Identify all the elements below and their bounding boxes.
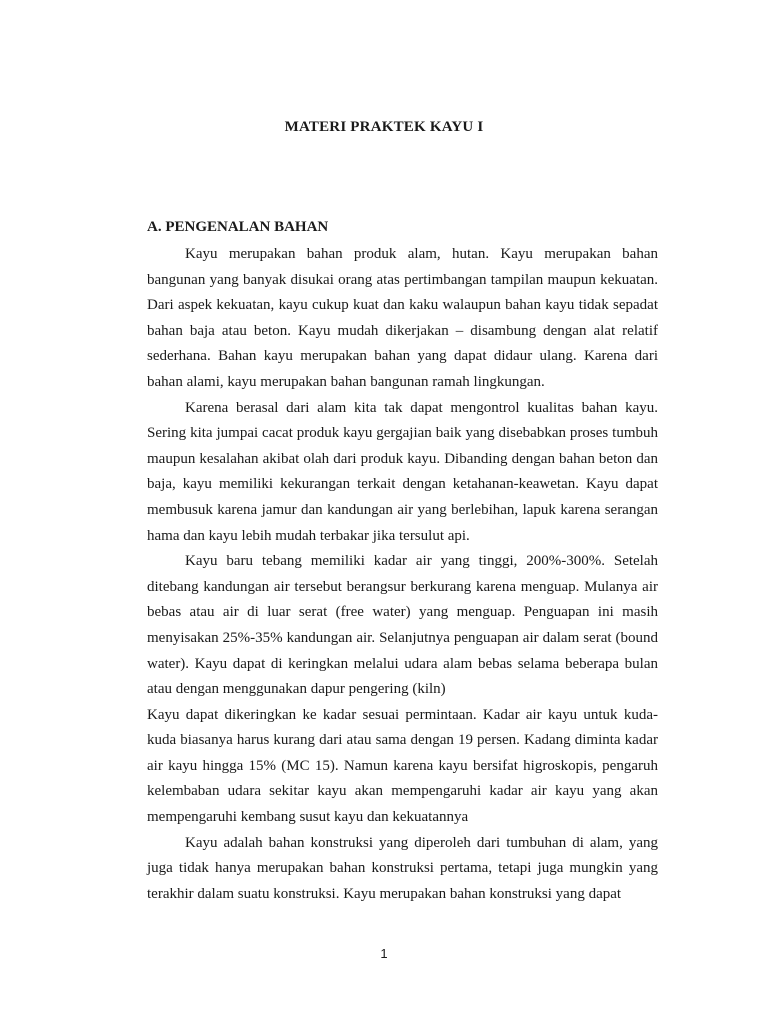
paragraph-4: Kayu dapat dikeringkan ke kadar sesuai permintaan. Kadar air kayu untuk kuda-kuda biasanya harus kurang dari atau sama dengan 19 persen. Kadang diminta kadar air kayu hingga 15% (MC 15). Namun karena kayu bersifat higroskopis, pengaruh kelembaban udara sekitar kayu akan mempengaruhi kadar air kayu yang akan mempengaruhi kembang susut kayu dan kekuatannya: [147, 706, 658, 826]
paragraph-2: Karena berasal dari alam kita tak dapat mengontrol kualitas bahan kayu. Sering kita jumpai cacat produk kayu gergajian baik yang disebabkan proses tumbuh maupun kesalahan akibat olah dari produk kayu. Dibanding dengan bahan beton dan baja, kayu memiliki kekurangan terkait dengan ketahanan-keawetan. Kayu dapat membusuk karena jamur dan kandungan air yang berlebihan, lapuk karena serangan hama dan kayu lebih mudah terbakar jika tersulut api.: [147, 399, 658, 544]
paragraph-3: Kayu baru tebang memiliki kadar air yang tinggi, 200%-300%. Setelah ditebang kandungan air tersebut berangsur berkurang karena menguap. Mulanya air bebas atau air di luar serat (free water) yang menguap. Penguapan ini masih menyisakan 25%-35% kandungan air. Selanjutnya penguapan air dalam serat (bound water). Kayu dapat di keringkan melalui udara alam bebas selama beberapa bulan atau dengan menggunakan dapur pengering (kiln): [147, 553, 658, 698]
document-title: MATERI PRAKTEK KAYU I: [284, 119, 484, 135]
page-number: 1: [380, 946, 388, 961]
section-heading: A. PENGENALAN BAHAN: [147, 219, 329, 235]
paragraph-5: Kayu adalah bahan konstruksi yang diperoleh dari tumbuhan di alam, yang juga tidak hanya merupakan bahan konstruksi pertama, tetapi juga mungkin yang terakhir dalam suatu konstruksi. Kayu merupakan bahan konstruksi yang dapat: [147, 834, 658, 902]
body-text: [147, 242, 658, 907]
paragraph-1: Kayu merupakan bahan produk alam, hutan. Kayu merupakan bahan bangunan yang banyak disukai orang atas pertimbangan tampilan maupun kekuatan. Dari aspek kekuatan, kayu cukup kuat dan kaku walaupun bahan kayu tidak sepadat bahan baja atau beton. Kayu mudah dikerjakan – disambung dengan alat relatif sederhana. Bahan kayu merupakan bahan yang dapat didaur ulang. Karena dari bahan alami, kayu merupakan bahan bangunan ramah lingkungan.: [147, 246, 658, 390]
